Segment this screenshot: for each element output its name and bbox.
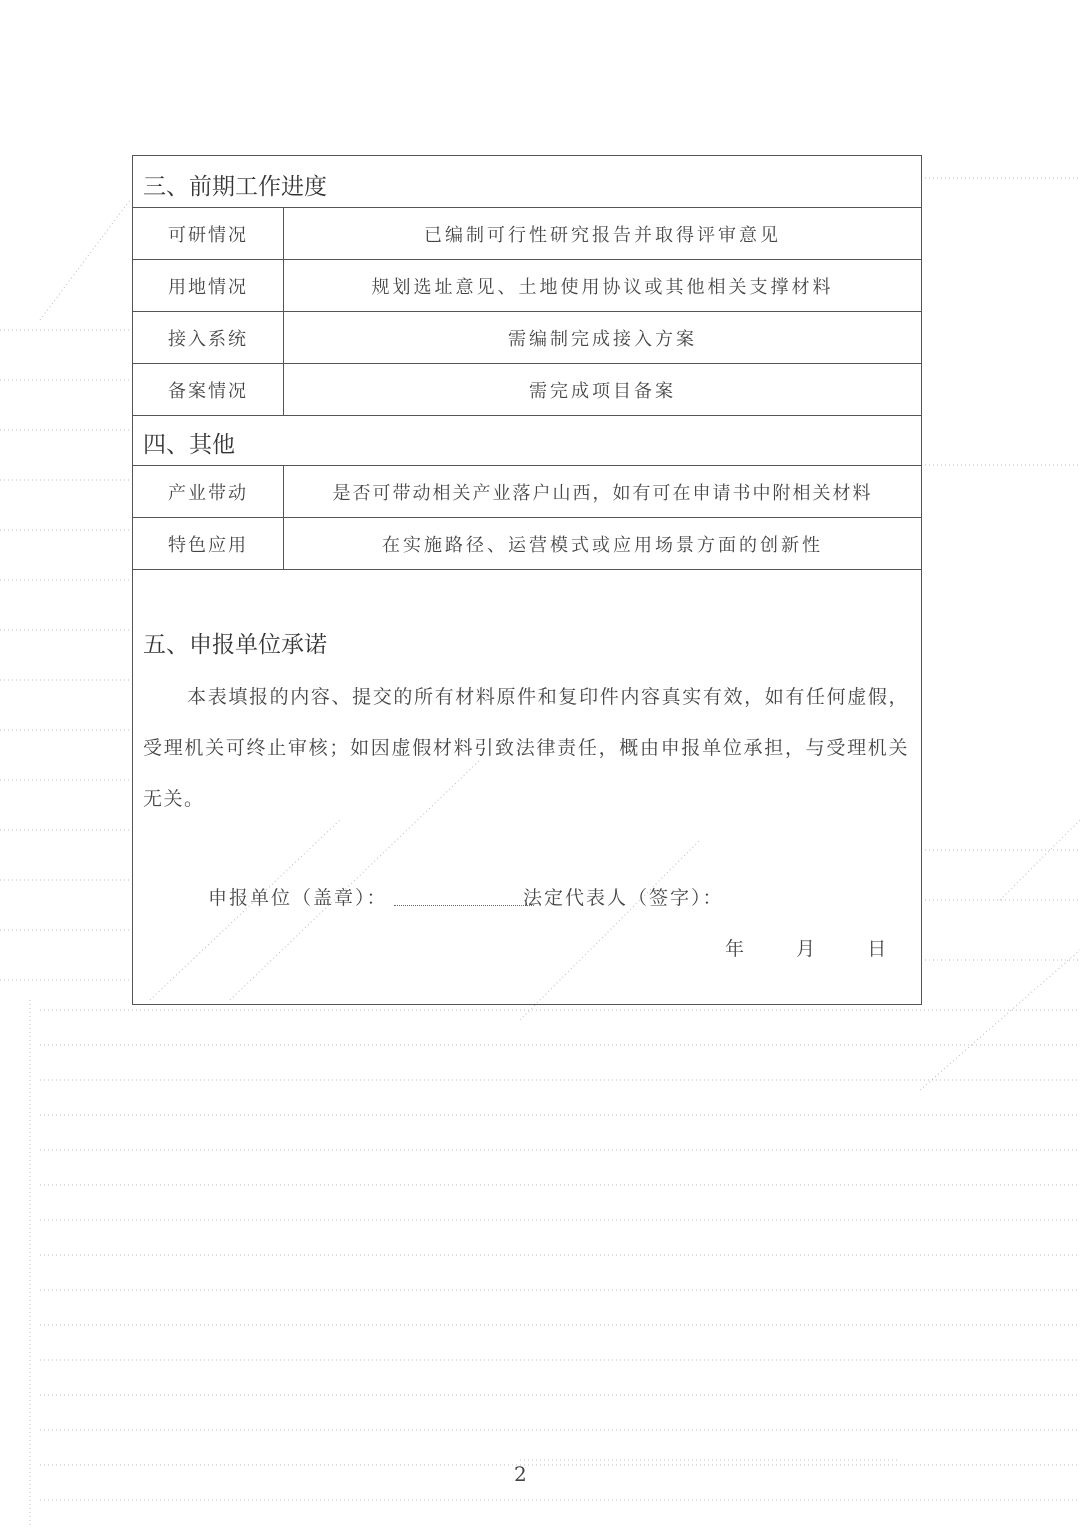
- section4-title: 四、其他: [143, 432, 235, 458]
- date-month: 月: [796, 938, 818, 960]
- divider: [133, 569, 921, 570]
- section3-title: 三、前期工作进度: [143, 174, 327, 200]
- date-day: 日: [867, 938, 889, 960]
- page-number: 2: [514, 1462, 527, 1486]
- row-value: 是否可带动相关产业落户山西，如有可在申请书中附相关材料: [332, 482, 873, 504]
- applicant-seal-line: [208, 883, 540, 910]
- row-value: 已编制可行性研究报告并取得评审意见: [424, 224, 781, 246]
- row-label: 备案情况: [133, 364, 284, 415]
- row-value: 需编制完成接入方案: [508, 328, 697, 350]
- row-label: 特色应用: [133, 518, 284, 569]
- table-row-land-use: [133, 259, 921, 311]
- table-row-industry: [133, 465, 921, 517]
- row-label: 接入系统: [133, 312, 284, 363]
- applicant-blank: [394, 905, 534, 906]
- row-value: 需完成项目备案: [529, 380, 676, 402]
- section5-title: 五、申报单位承诺: [143, 632, 327, 658]
- table-row-feasibility: [133, 207, 921, 259]
- table-row-filing: [133, 363, 921, 415]
- row-label: 产业带动: [133, 466, 284, 517]
- row-value: 规划选址意见、土地使用协议或其他相关支撑材料: [371, 276, 834, 298]
- commitment-text: 本表填报的内容、提交的所有材料原件和复印件内容真实有效，如有任何虚假，受理机关可终止审核；如因虚假材料引致法律责任，概由申报单位承担，与受理机关无关。: [143, 686, 909, 810]
- commitment-paragraph: [143, 672, 909, 825]
- date-line: [725, 934, 888, 961]
- date-year: 年: [725, 938, 747, 960]
- table-row-featured-application: [133, 517, 921, 569]
- applicant-label: 申报单位（盖章）：: [208, 887, 388, 909]
- divider: [133, 415, 921, 416]
- row-value: 在实施路径、运营模式或应用场景方面的创新性: [382, 534, 823, 556]
- row-label: 可研情况: [133, 208, 284, 259]
- legal-rep-label: 法定代表人（签字）：: [523, 887, 724, 909]
- row-label: 用地情况: [133, 260, 284, 311]
- legal-rep-signature-line: [523, 883, 724, 910]
- table-row-grid-connection: [133, 311, 921, 363]
- application-form-table: [132, 155, 922, 1005]
